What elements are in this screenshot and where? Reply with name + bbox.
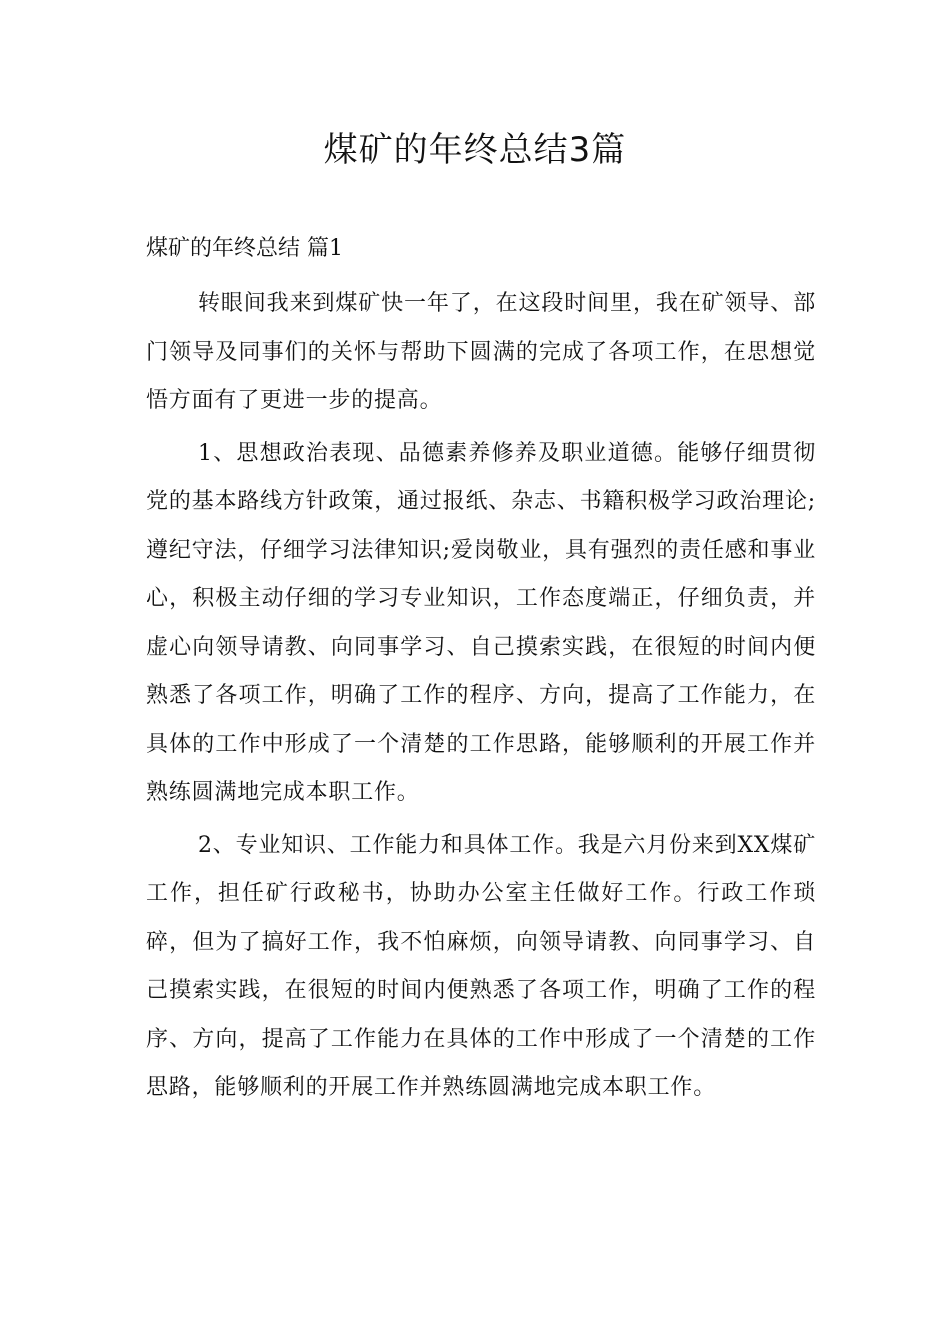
document-body — [146, 280, 816, 1117]
paragraph-intro: 转眼间我来到煤矿快一年了，在这段时间里，我在矿领导、部门领导及同事们的关怀与帮助下圆满的完成了各项工作，在思想觉悟方面有了更进一步的提高。 — [146, 291, 816, 413]
section-heading: 煤矿的年终总结 篇1 — [146, 236, 343, 261]
paragraph-1: 1、思想政治表现、品德素养修养及职业道德。能够仔细贯彻党的基本路线方针政策，通过报纸、杂志、书籍积极学习政治理论;遵纪守法，仔细学习法律知识;爱岗敬业，具有强烈的责任感和事业心，积极主动仔细的学习专业知识，工作态度端正，仔细负责，并虚心向领导请教、向同事学习、自己摸索实践，在很短的时间内便熟悉了各项工作，明确了工作的程序、方向，提高了工作能力，在具体的工作中形成了一个清楚的工作思路，能够顺利的开展工作并熟练圆满地完成本职工作。 — [146, 440, 816, 805]
document-title: 煤矿的年终总结3篇 — [323, 130, 627, 170]
paragraph-2: 2、专业知识、工作能力和具体工作。我是六月份来到XX煤矿工作，担任矿行政秘书，协助办公室主任做好工作。行政工作琐碎，但为了搞好工作，我不怕麻烦，向领导请教、向同事学习、自己摸索实践，在很短的时间内便熟悉了各项工作，明确了工作的程序、方向，提高了工作能力在具体的工作中形成了一个清楚的工作思路，能够顺利的开展工作并熟练圆满地完成本职工作。 — [146, 832, 816, 1100]
